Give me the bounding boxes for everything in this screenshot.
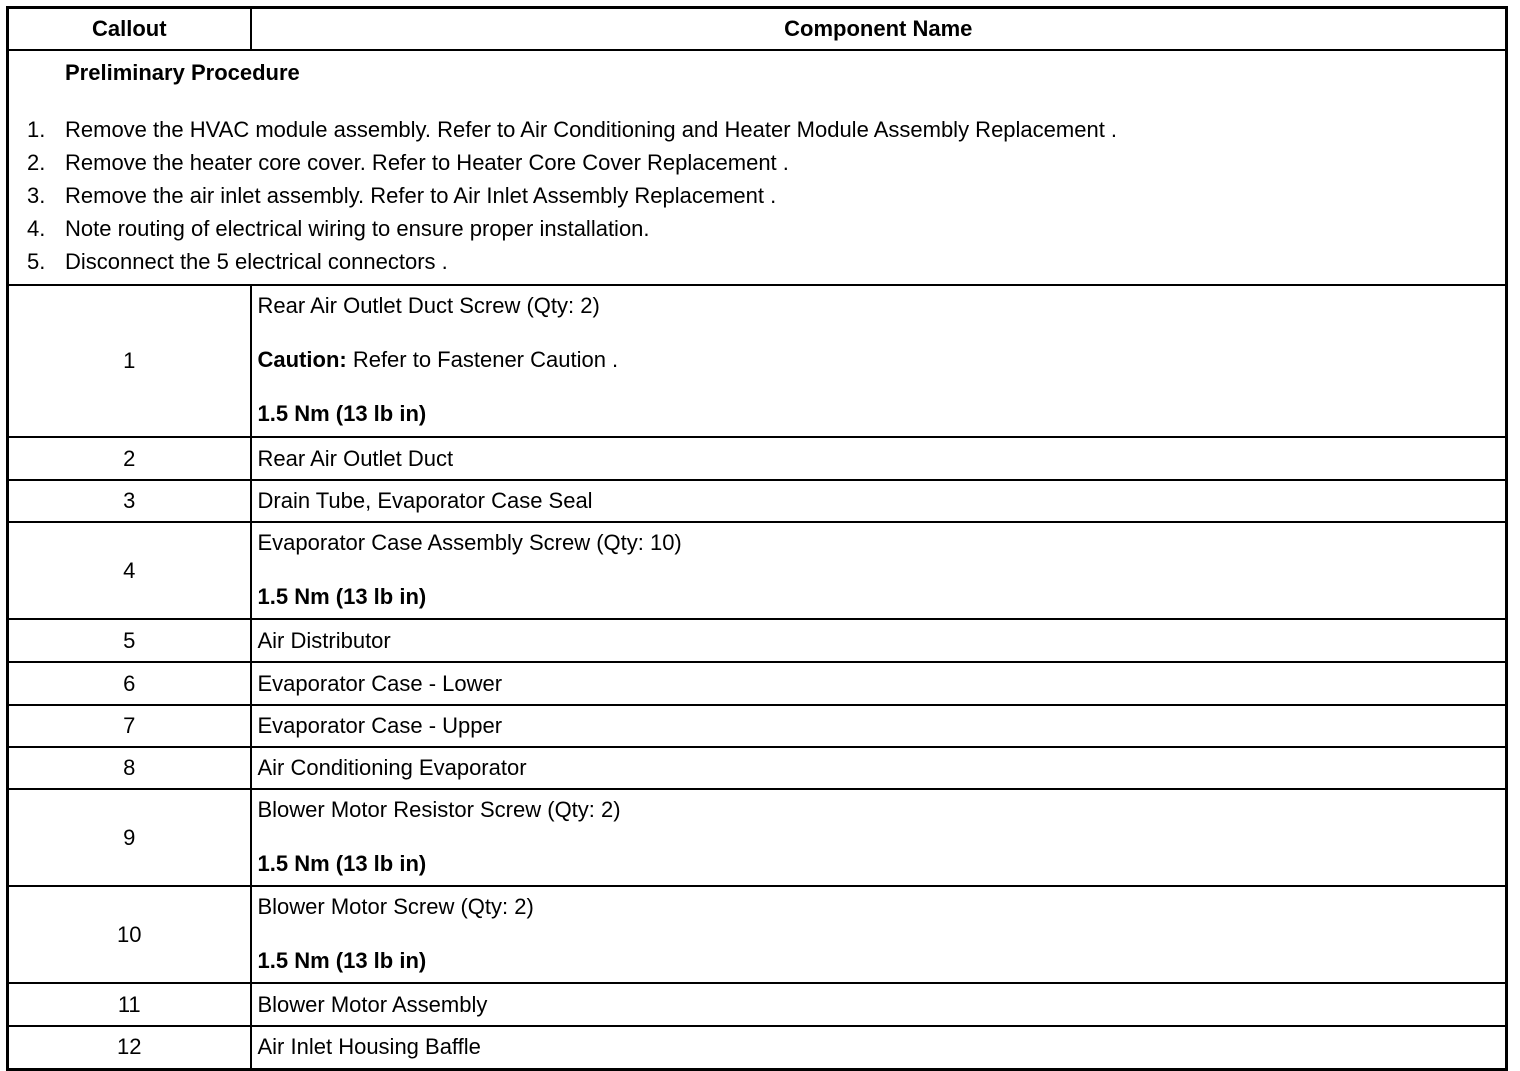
table-row bbox=[8, 705, 1507, 747]
torque-spec: 1.5 Nm (13 lb in) bbox=[257, 584, 427, 609]
caution-label: Caution: bbox=[257, 347, 347, 372]
preliminary-row bbox=[8, 50, 1507, 285]
component-cell bbox=[251, 522, 1507, 619]
callout-number: 5 bbox=[8, 619, 251, 662]
callout-number: 3 bbox=[8, 480, 251, 522]
preliminary-procedure bbox=[8, 50, 1507, 285]
table-row bbox=[8, 619, 1507, 662]
component-table bbox=[6, 6, 1508, 1071]
step-text: Disconnect the 5 electrical connectors . bbox=[65, 249, 448, 274]
list-item bbox=[27, 179, 1505, 212]
step-number: 5. bbox=[27, 249, 46, 274]
step-text: Remove the heater core cover. Refer to Heater Core Cover Replacement . bbox=[65, 150, 789, 175]
header-row bbox=[8, 8, 1507, 51]
callout-number: 1 bbox=[8, 285, 251, 437]
component-cell bbox=[251, 789, 1507, 886]
callout-header: Callout bbox=[8, 8, 251, 51]
component-name: Blower Motor Screw (Qty: 2) bbox=[257, 894, 534, 919]
torque-spec: 1.5 Nm (13 lb in) bbox=[257, 948, 427, 973]
component-name: Evaporator Case Assembly Screw (Qty: 10) bbox=[257, 530, 682, 555]
callout-number: 9 bbox=[8, 789, 251, 886]
callout-number: 10 bbox=[8, 886, 251, 983]
step-number: 3. bbox=[27, 183, 46, 208]
caution-text: Refer to Fastener Caution . bbox=[346, 347, 619, 372]
list-item bbox=[27, 245, 1505, 278]
list-item bbox=[27, 113, 1505, 146]
component-name: Air Conditioning Evaporator bbox=[251, 747, 1507, 789]
table-row bbox=[8, 789, 1507, 886]
component-name: Blower Motor Resistor Screw (Qty: 2) bbox=[257, 797, 621, 822]
callout-number: 4 bbox=[8, 522, 251, 619]
torque-spec: 1.5 Nm (13 lb in) bbox=[257, 401, 427, 426]
table-row bbox=[8, 480, 1507, 522]
caution-note bbox=[258, 348, 1506, 372]
table-row bbox=[8, 1026, 1507, 1069]
callout-number: 12 bbox=[8, 1026, 251, 1069]
component-name: Evaporator Case - Lower bbox=[251, 662, 1507, 705]
component-name: Rear Air Outlet Duct Screw (Qty: 2) bbox=[257, 293, 600, 318]
table-row bbox=[8, 886, 1507, 983]
callout-number: 6 bbox=[8, 662, 251, 705]
component-name: Air Inlet Housing Baffle bbox=[251, 1026, 1507, 1069]
step-text: Note routing of electrical wiring to ensure proper installation. bbox=[65, 216, 650, 241]
component-name: Blower Motor Assembly bbox=[251, 983, 1507, 1026]
callout-number: 2 bbox=[8, 437, 251, 480]
component-cell bbox=[251, 285, 1507, 437]
component-name-header: Component Name bbox=[251, 8, 1507, 51]
component-name: Drain Tube, Evaporator Case Seal bbox=[251, 480, 1507, 522]
table-row bbox=[8, 285, 1507, 437]
table-row bbox=[8, 662, 1507, 705]
callout-number: 7 bbox=[8, 705, 251, 747]
table-row bbox=[8, 747, 1507, 789]
component-name: Evaporator Case - Upper bbox=[251, 705, 1507, 747]
preliminary-title: Preliminary Procedure bbox=[65, 60, 300, 85]
list-item bbox=[27, 146, 1505, 179]
step-number: 1. bbox=[27, 117, 46, 142]
list-item bbox=[27, 212, 1505, 245]
component-name: Rear Air Outlet Duct bbox=[251, 437, 1507, 480]
step-number: 4. bbox=[27, 216, 46, 241]
component-name: Air Distributor bbox=[251, 619, 1507, 662]
preliminary-steps bbox=[27, 113, 1505, 278]
component-cell bbox=[251, 886, 1507, 983]
step-text: Remove the HVAC module assembly. Refer to Air Conditioning and Heater Module Assembly Replacement . bbox=[65, 117, 1118, 142]
table-row bbox=[8, 983, 1507, 1026]
table-row bbox=[8, 437, 1507, 480]
step-text: Remove the air inlet assembly. Refer to Air Inlet Assembly Replacement . bbox=[65, 183, 777, 208]
callout-number: 11 bbox=[8, 983, 251, 1026]
callout-number: 8 bbox=[8, 747, 251, 789]
table-row bbox=[8, 522, 1507, 619]
step-number: 2. bbox=[27, 150, 46, 175]
torque-spec: 1.5 Nm (13 lb in) bbox=[257, 851, 427, 876]
